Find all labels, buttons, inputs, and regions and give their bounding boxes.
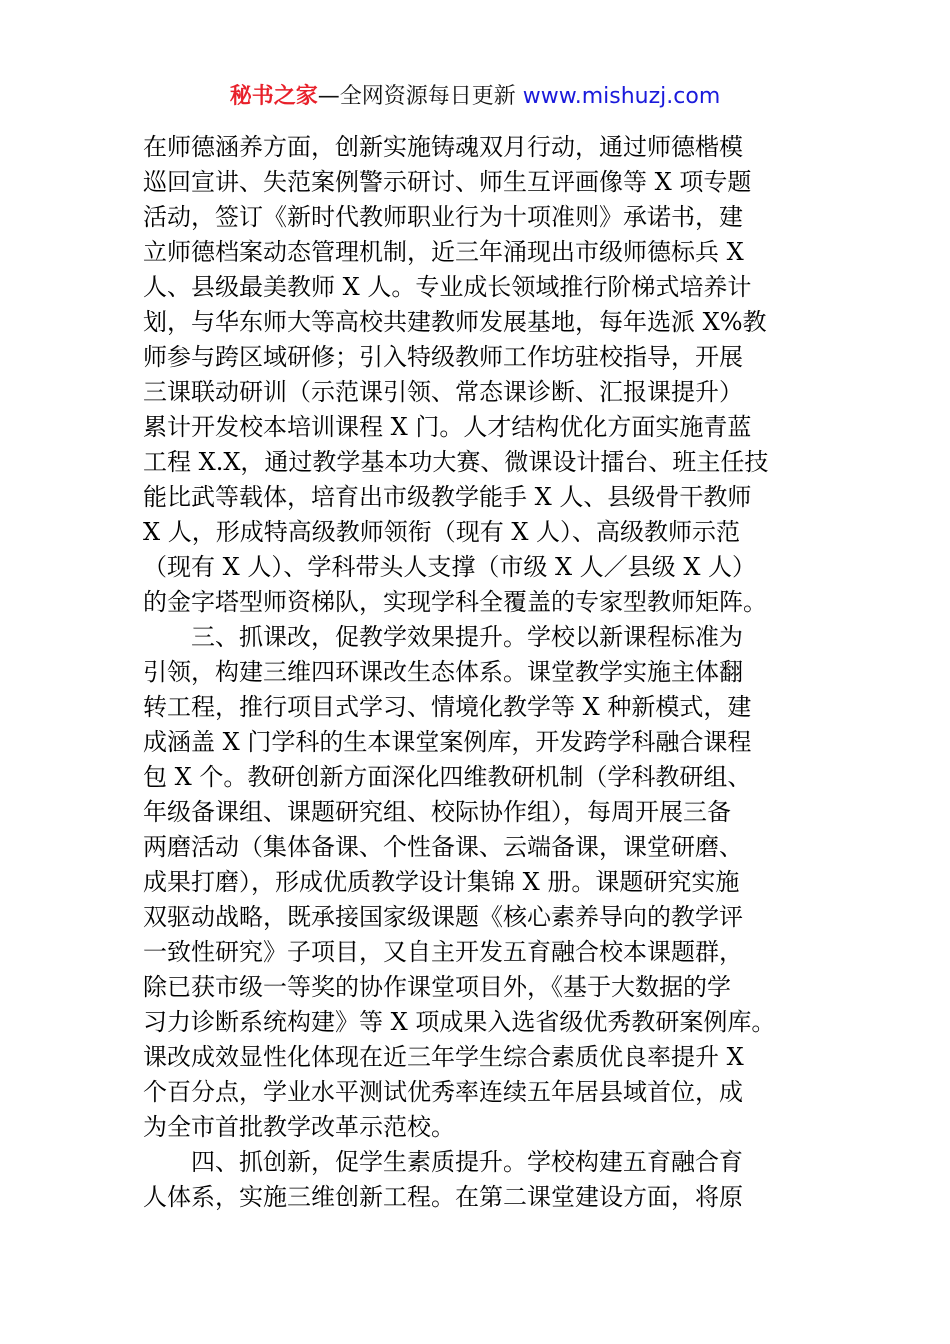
site-url-link[interactable]: www.mishuzj.com (522, 84, 721, 109)
text-line: 年级备课组、课题研究组、校际协作组），每周开展三备 (143, 798, 731, 826)
text-line: 习力诊断系统构建》等 X 项成果入选省级优秀教研案例库。 (143, 1008, 776, 1036)
text-line: （现有 X 人）、学科带头人支撑（市级 X 人／县级 X 人） (143, 553, 757, 581)
brand-name: 秘书之家 (229, 84, 318, 109)
text-line: X 人，形成特高级教师领衔（现有 X 人）、高级教师示范 (143, 518, 741, 546)
text-line: 人体系，实施三维创新工程。在第二课堂建设方面，将原 (143, 1183, 743, 1211)
text-line: 累计开发校本培训课程 X 门。人才结构优化方面实施青蓝 (143, 413, 752, 441)
text-line: 包 X 个。教研创新方面深化四维教研机制（学科教研组、 (143, 763, 752, 791)
text-line: 个百分点，学业水平测试优秀率连续五年居县域首位，成 (143, 1078, 743, 1106)
text-line: 成果打磨），形成优质教学设计集锦 X 册。课题研究实施 (143, 868, 740, 896)
text-line: 引领，构建三维四环课改生态体系。课堂教学实施主体翻 (143, 658, 743, 686)
text-line: 除已获市级一等奖的协作课堂项目外，《基于大数据的学 (143, 973, 731, 1001)
text-line: 巡回宣讲、失范案例警示研讨、师生互评画像等 X 项专题 (143, 168, 752, 196)
text-line: 一致性研究》子项目，又自主开发五育融合校本课题群， (143, 938, 743, 966)
text-line: 四、抓创新，促学生素质提升。学校构建五育融合育 (191, 1148, 743, 1176)
text-line: 划，与华东师大等高校共建教师发展基地，每年选派 X%教 (143, 308, 767, 336)
text-line: 人、县级最美教师 X 人。专业成长领域推行阶梯式培养计 (143, 273, 752, 301)
text-line: 的金字塔型师资梯队，实现学科全覆盖的专家型教师矩阵。 (143, 588, 767, 616)
text-line: 两磨活动（集体备课、个性备课、云端备课，课堂研磨、 (143, 833, 743, 861)
text-line: 转工程，推行项目式学习、情境化教学等 X 种新模式，建 (143, 693, 752, 721)
text-line: 三课联动研训（示范课引领、常态课诊断、汇报课提升） (143, 378, 743, 406)
text-line: 为全市首批教学改革示范校。 (143, 1113, 455, 1141)
text-line: 成涵盖 X 门学科的生本课堂案例库，开发跨学科融合课程 (143, 728, 752, 756)
watermark-header (0, 80, 950, 114)
text-line: 能比武等载体，培育出市级教学能手 X 人、县级骨干教师 (143, 483, 752, 511)
text-line: 工程 X.X，通过教学基本功大赛、微课设计擂台、班主任技 (143, 448, 769, 476)
document-body (143, 130, 823, 1215)
header-tagline: —全网资源每日更新 (317, 84, 523, 109)
text-line: 三、抓课改，促教学效果提升。学校以新课程标准为 (191, 623, 743, 651)
text-line: 在师德涵养方面，创新实施铸魂双月行动，通过师德楷模 (143, 133, 743, 161)
text-line: 活动，签订《新时代教师职业行为十项准则》承诺书，建 (143, 203, 743, 231)
text-line: 立师德档案动态管理机制，近三年涌现出市级师德标兵 X (143, 238, 744, 266)
text-line: 课改成效显性化体现在近三年学生综合素质优良率提升 X (143, 1043, 744, 1071)
text-line: 师参与跨区域研修；引入特级教师工作坊驻校指导，开展 (143, 343, 743, 371)
text-line: 双驱动战略，既承接国家级课题《核心素养导向的教学评 (143, 903, 743, 931)
